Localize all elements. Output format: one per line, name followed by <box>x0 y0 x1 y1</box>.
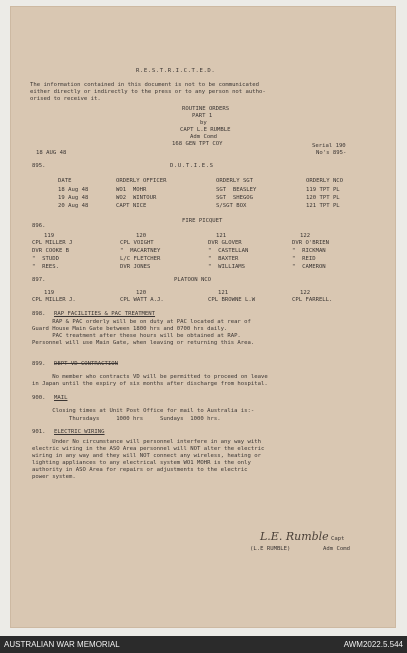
duties-row-1-sgt: SGT BEASLEY <box>216 187 257 193</box>
picquet-r4c1: " REES. <box>32 264 59 270</box>
wiring-title: ELECTRIC WIRING <box>54 429 105 435</box>
rap-line-4: Personnel will use Main Gate, when leaving or returning this Area. <box>32 340 255 346</box>
picquet-r2c2: " MACARTNEY <box>120 248 161 254</box>
rap-title: RAP FACILITIES & PAC TREATMENT <box>54 311 156 317</box>
picquet-r1c1: CPL MILLER J <box>32 240 73 246</box>
picquet-r4c2: DVR JONES <box>120 264 151 270</box>
notice-line-3: orised to receive it. <box>30 96 101 102</box>
heading-appointment: Adm Comd <box>190 134 217 140</box>
picquet-r1c4: DVR O'BRIEN <box>292 240 330 246</box>
picquet-header-120: 120 <box>136 233 147 239</box>
picquet-r2c4: " RICKMAN <box>292 248 326 254</box>
picquet-r3c4: " REID <box>292 256 316 262</box>
platoon-header-120: 120 <box>136 290 147 296</box>
notice-line-1: The information contained in this document is not to be communicated <box>30 82 260 88</box>
handwritten-signature: L.E. Rumble <box>260 530 329 543</box>
duties-title: D.U.T.I.E.S <box>170 163 214 169</box>
rap-line-3: PAC treatment after these hours will be obtained at RAP. <box>32 333 241 339</box>
vd-title: DEPT-VD CONTRACTION <box>54 361 118 367</box>
duties-row-1-date: 18 Aug 48 <box>58 187 89 193</box>
section-number-896: 896. <box>32 223 46 229</box>
section-number-898: 898. <box>32 311 46 317</box>
picquet-r3c2: L/C FLETCHER <box>120 256 161 262</box>
picquet-r2c3: " CASTELLAN <box>208 248 249 254</box>
duties-row-1-officer: WO1 MOHR <box>116 187 147 193</box>
duties-row-2-officer: WO2 WINTOUR <box>116 195 157 201</box>
heading-part: PART 1 <box>192 113 213 119</box>
duties-row-3-nco: 121 TPT PL <box>306 203 340 209</box>
wiring-line-2: electric wiring in the ASO Area personnel will NOT alter the electric <box>32 446 265 452</box>
heading-by: by <box>200 120 207 126</box>
platoon-title: PLATOON NCO <box>174 277 212 283</box>
signature-name: (L.E RUMBLE) <box>250 546 291 552</box>
picquet-r2c1: DVR COOKE B <box>32 248 70 254</box>
signature-rank: Capt <box>331 536 345 542</box>
heading-officer: CAPT L.E RUMBLE <box>180 127 231 133</box>
platoon-name-122: CPL FARRELL. <box>292 297 333 303</box>
picquet-header-122: 122 <box>300 233 311 239</box>
platoon-name-121: CPL BROWNE L.W <box>208 297 256 303</box>
picquet-r4c4: " CAMERON <box>292 264 326 270</box>
picquet-r3c3: " BAXTER <box>208 256 239 262</box>
picquet-r1c3: DVR GLOVER <box>208 240 242 246</box>
order-numbers: No's 895- <box>316 150 347 156</box>
notice-line-2: either directly or indirectly to the press or to any person not autho- <box>30 89 266 95</box>
wiring-line-4: lighting appliances to any electrical system WO1 MOHR is the only <box>32 460 251 466</box>
mail-line-1: Closing times at Unit Post Office for mail to Australia is:- <box>32 408 255 414</box>
picquet-title: FIRE PICQUET <box>182 218 223 224</box>
institution-label: AUSTRALIAN WAR MEMORIAL <box>4 640 120 649</box>
section-number-895: 895. <box>32 163 46 169</box>
platoon-header-119: 119 <box>44 290 55 296</box>
picquet-r1c2: CPL VOIGHT <box>120 240 154 246</box>
platoon-header-121: 121 <box>218 290 229 296</box>
section-number-899: 899. <box>32 361 46 367</box>
signature-appointment: Adm Comd <box>323 546 350 552</box>
picquet-header-121: 121 <box>216 233 227 239</box>
duties-row-2-date: 19 Aug 48 <box>58 195 89 201</box>
wiring-line-3: wiring in any way and they will NOT connect any wireless, heating or <box>32 453 262 459</box>
duties-header-date: DATE <box>58 178 72 184</box>
vd-line-1: No member who contracts VD will be permitted to proceed on leave <box>32 374 268 380</box>
platoon-name-120: CPL WATT A.J. <box>120 297 164 303</box>
mail-title: MAIL <box>54 395 68 401</box>
serial-number: Serial 190 <box>312 143 346 149</box>
picquet-r4c3: " WILLIAMS <box>208 264 246 270</box>
wiring-line-6: power system. <box>32 474 76 480</box>
duties-row-1-nco: 119 TPT PL <box>306 187 340 193</box>
rap-line-1: RAP & PAC orderly will be on duty at PAC located at rear of <box>32 319 251 325</box>
section-number-901: 901. <box>32 429 46 435</box>
duties-row-2-sgt: SGT SHEGOG <box>216 195 254 201</box>
heading-unit: 168 GEN TPT COY <box>172 141 223 147</box>
duties-row-3-date: 20 Aug 48 <box>58 203 89 209</box>
duties-header-nco: ORDERLY NCO <box>306 178 344 184</box>
platoon-header-122: 122 <box>300 290 311 296</box>
duties-header-officer: ORDERLY OFFICER <box>116 178 167 184</box>
attribution-footer <box>0 636 407 653</box>
duties-row-3-sgt: S/SGT BOX <box>216 203 247 209</box>
classification-header: R.E.S.T.R.I.C.T.E.D. <box>136 68 216 74</box>
rap-line-2: Guard House Main Gate between 1800 hrs and 0700 hrs daily. <box>32 326 228 332</box>
duties-row-2-nco: 120 TPT PL <box>306 195 340 201</box>
picquet-r3c1: " STUDD <box>32 256 59 262</box>
wiring-line-5: authority in ASO Area for repairs or adjustments to the electric <box>32 467 248 473</box>
heading-routine-orders: ROUTINE ORDERS <box>182 106 230 112</box>
section-number-897: 897. <box>32 277 46 283</box>
duties-header-sgt: ORDERLY SGT <box>216 178 254 184</box>
mail-line-2: Thursdays 1000 hrs Sundays 1000 hrs. <box>32 416 221 422</box>
platoon-name-119: CPL MILLER J. <box>32 297 76 303</box>
order-date: 18 AUG 48 <box>36 150 67 156</box>
reference-number: AWM2022.5.544 <box>343 640 403 649</box>
wiring-line-1: Under No circumstance will personnel interfere in any way with <box>32 439 262 445</box>
document-page <box>10 6 396 628</box>
vd-line-2: in Japan until the expiry of six months after discharge from hospital. <box>32 381 268 387</box>
section-number-900: 900. <box>32 395 46 401</box>
picquet-header-119: 119 <box>44 233 55 239</box>
duties-row-3-officer: CAPT NICE <box>116 203 147 209</box>
